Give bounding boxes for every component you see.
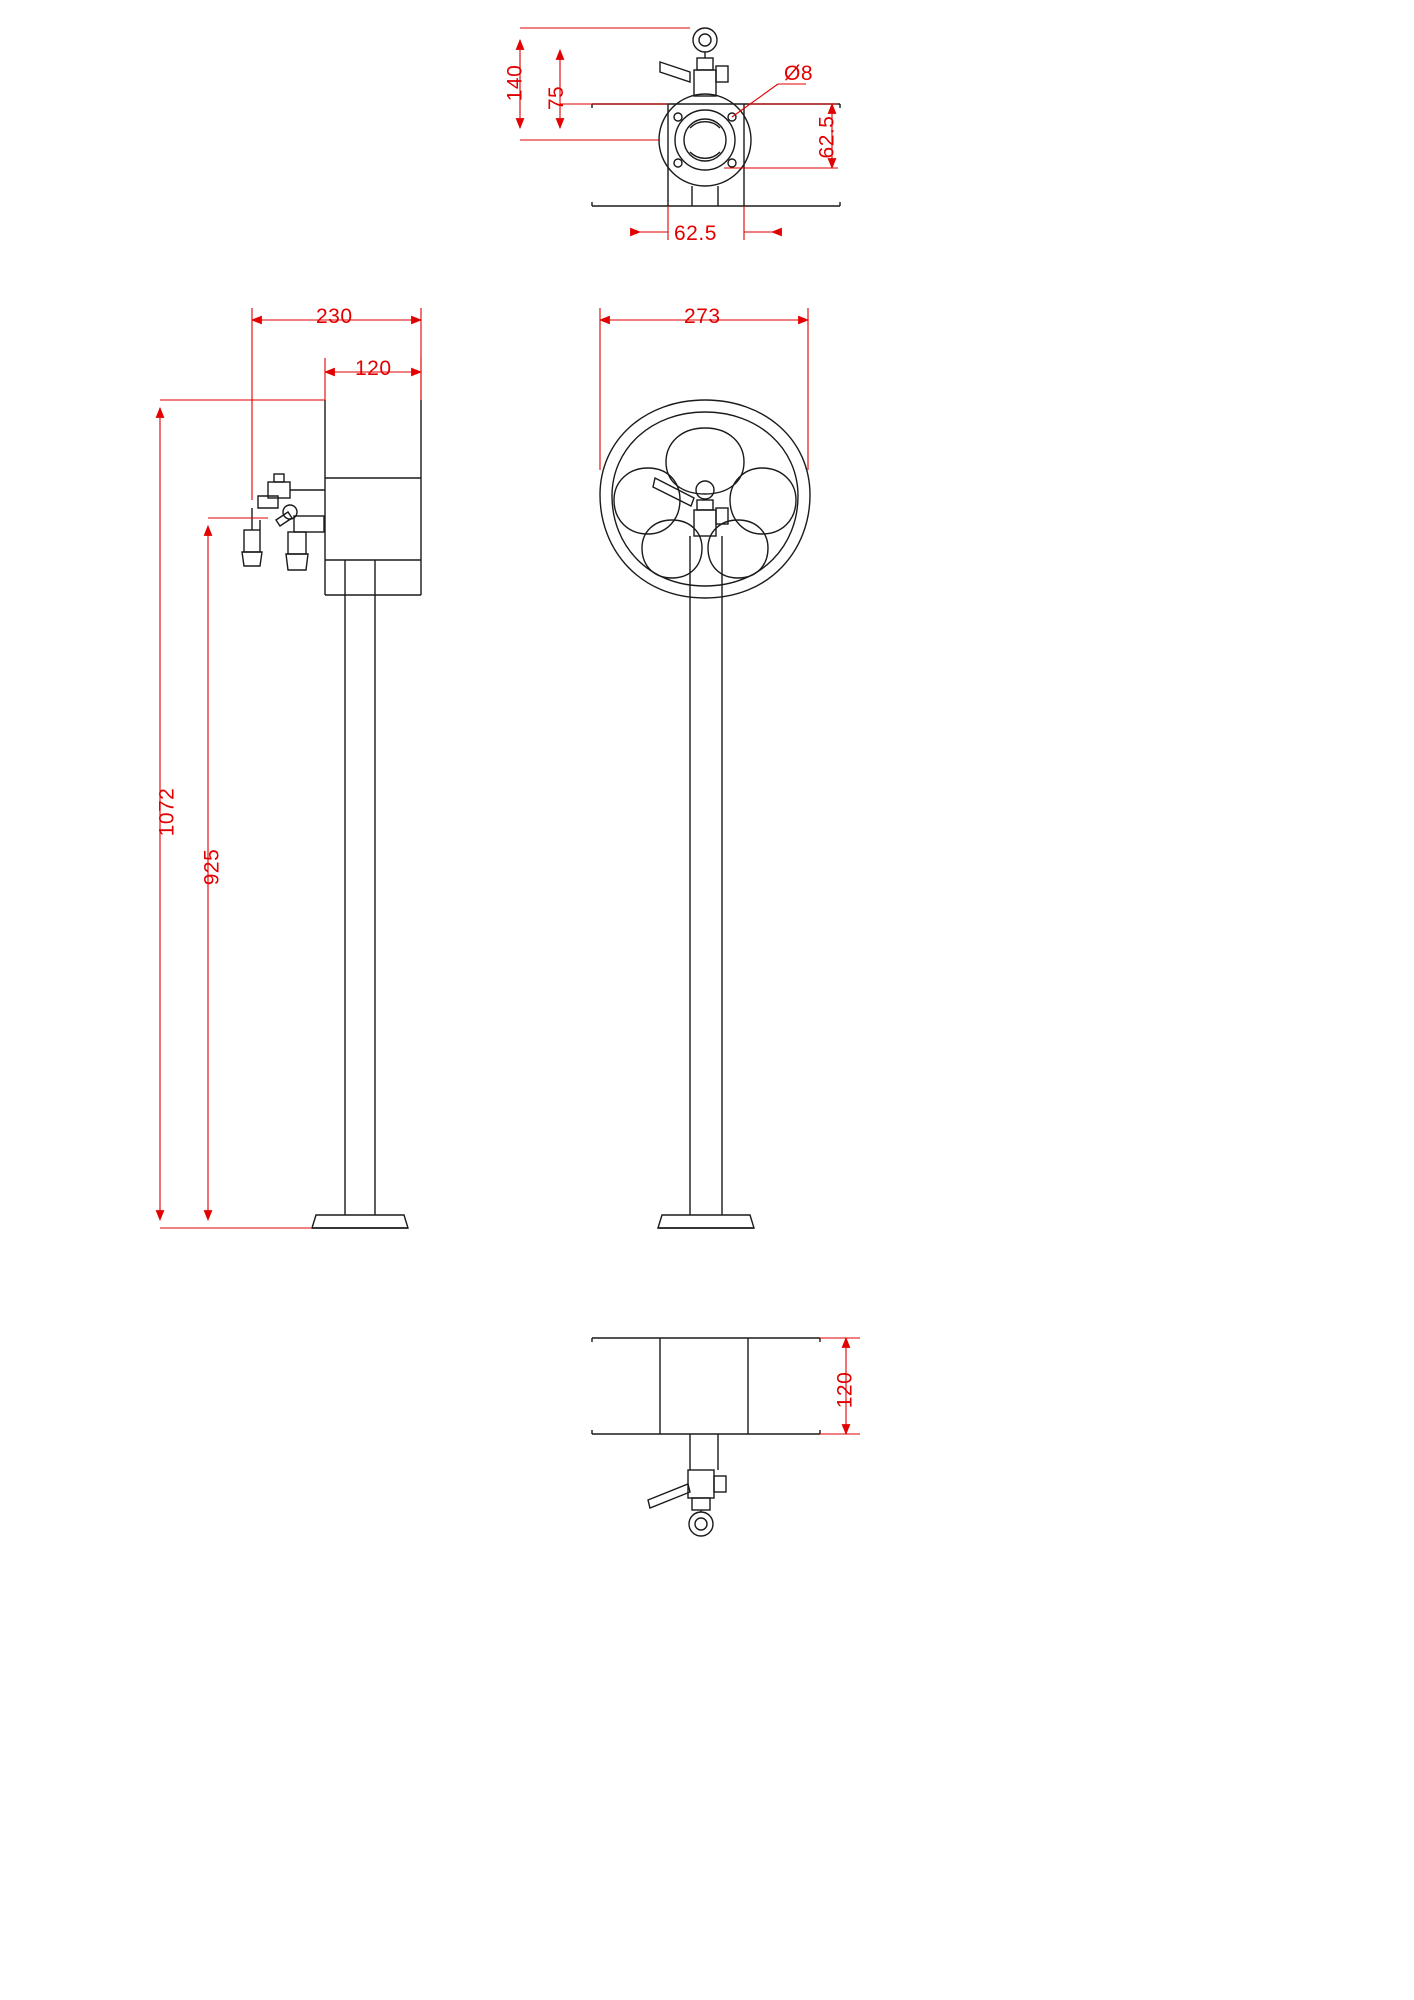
dim-140-label: 140	[503, 64, 527, 102]
dim-1072-label: 1072	[155, 787, 179, 837]
dim-273-label: 273	[684, 305, 721, 328]
dim-62-5-vertical-label: 62.5	[815, 115, 839, 159]
top-view-geometry	[592, 28, 840, 206]
side-view-geometry	[242, 400, 421, 1228]
dim-d8-label: Ø8	[784, 62, 814, 85]
detail-view-geometry	[592, 1338, 820, 1536]
dim-120-height-label: 120	[833, 1371, 857, 1409]
dim-75-label: 75	[545, 85, 569, 111]
dim-230-label: 230	[316, 305, 353, 328]
front-view-geometry	[600, 400, 810, 1228]
dim-120-width-label: 120	[355, 357, 392, 380]
dim-925-label: 925	[200, 848, 224, 886]
dim-62-5-horizontal-label: 62.5	[674, 222, 717, 245]
dimension-lines	[160, 28, 860, 1434]
